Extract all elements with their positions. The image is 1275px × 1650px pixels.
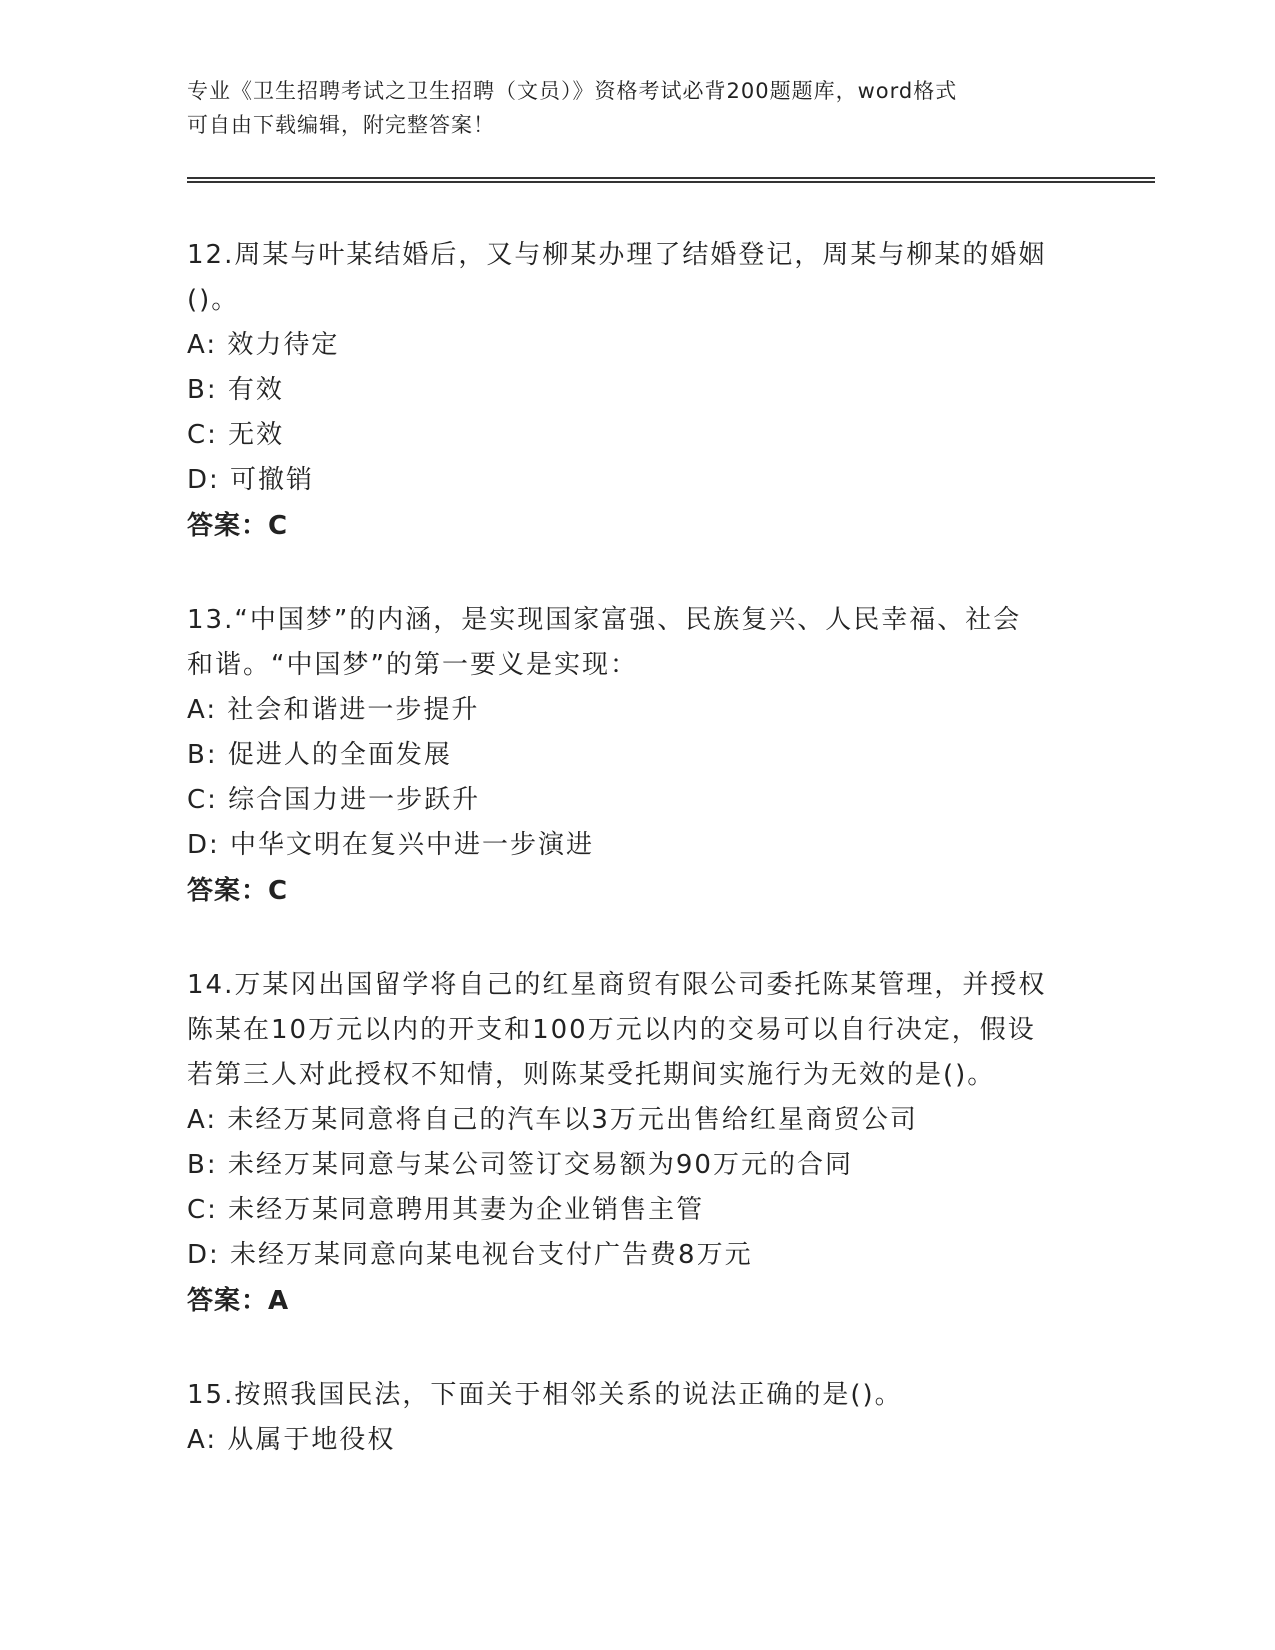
question-text-line: 和谐。“中国梦”的第一要义是实现：: [187, 650, 638, 680]
option-a: A: 未经万某同意将自己的汽车以3万元出售给红星商贸公司: [187, 1105, 918, 1135]
answer-line: 答案：C: [187, 876, 289, 906]
answer-line: 答案：C: [187, 511, 289, 541]
option-d: D: 未经万某同意向某电视台支付广告费8万元: [187, 1240, 753, 1270]
option-a: A: 从属于地役权: [187, 1425, 396, 1455]
answer-line: 答案：A: [187, 1286, 290, 1316]
option-c: C: 综合国力进一步跃升: [187, 785, 481, 815]
question-text-line: 若第三人对此授权不知情，则陈某受托期间实施行为无效的是()。: [187, 1060, 996, 1090]
option-d: D: 可撤销: [187, 465, 315, 495]
option-c: C: 无效: [187, 420, 285, 450]
question-13: [187, 598, 1107, 914]
header-double-rule: [187, 177, 1155, 183]
question-text-line: 陈某在10万元以内的开支和100万元以内的交易可以自行决定，假设: [187, 1015, 1036, 1045]
option-c: C: 未经万某同意聘用其妻为企业销售主管: [187, 1195, 705, 1225]
header-line-1: 专业《卫生招聘考试之卫生招聘（文员）》资格考试必背200题题库，word格式: [187, 79, 958, 103]
option-a: A: 社会和谐进一步提升: [187, 695, 480, 725]
option-a: A: 效力待定: [187, 330, 340, 360]
question-14: [187, 963, 1107, 1324]
option-b: B: 有效: [187, 375, 284, 405]
document-header: [187, 74, 1087, 142]
question-15: [187, 1373, 1107, 1463]
question-text-line: ()。: [187, 285, 240, 315]
question-text-line: 12.周某与叶某结婚后，又与柳某办理了结婚登记，周某与柳某的婚姻: [187, 240, 1047, 270]
question-text-line: 15.按照我国民法，下面关于相邻关系的说法正确的是()。: [187, 1380, 903, 1410]
question-text-line: 14.万某冈出国留学将自己的红星商贸有限公司委托陈某管理，并授权: [187, 970, 1047, 1000]
option-d: D: 中华文明在复兴中进一步演进: [187, 830, 595, 860]
question-text-line: 13.“中国梦”的内涵，是实现国家富强、民族复兴、人民幸福、社会: [187, 605, 1022, 635]
option-b: B: 促进人的全面发展: [187, 740, 452, 770]
question-12: [187, 233, 1107, 549]
option-b: B: 未经万某同意与某公司签订交易额为90万元的合同: [187, 1150, 853, 1180]
header-line-2: 可自由下载编辑，附完整答案！: [187, 113, 495, 137]
